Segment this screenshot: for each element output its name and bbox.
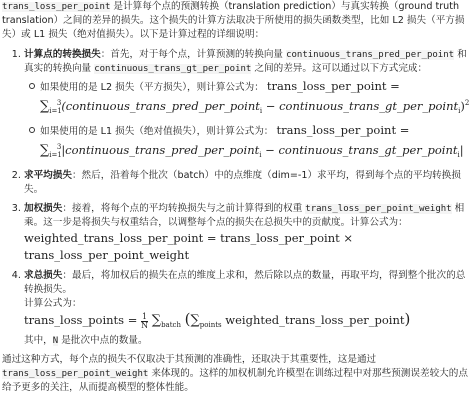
fraction: $\frac{1}{N}$ (141, 311, 149, 330)
step-3 (24, 202, 470, 264)
formula-note: 其中，N 是批次中点的数量。 (24, 335, 148, 346)
steps-list (2, 48, 470, 348)
step-title: 计算点的转换损失 (24, 49, 101, 60)
loss-options-list (24, 78, 470, 164)
total-loss-formula: trans_loss_points = $\frac{1}{N}$ $\sum_{batch}$ ($\sum_{points}$ weighted_trans_loss_per_point) (24, 310, 411, 330)
step-title: 求平均损失 (24, 170, 72, 181)
step-text: 计算公式为： (24, 298, 82, 309)
step-text: 相乘。这一步是将损失与权重结合，以调整每个点的损失在总损失中的贡献度。计算公式为： (24, 203, 465, 228)
step-4 (24, 269, 470, 348)
inline-code: continuous_trans_pred_per_point (286, 50, 455, 60)
l1-loss-item (40, 122, 470, 164)
step-text: 和真实的转换向量 (24, 49, 467, 74)
step-text: ：然后，沿着每个批次（batch）中的点维度（dim=-1）求平均，得到每个点的平均转换损失。 (24, 170, 461, 195)
step-text: ：最后，将加权后的损失在点的维度上求和，然后除以点的数量，再取平均，得到整个批次的总转换损失。 (24, 270, 466, 295)
l2-loss-item (40, 78, 470, 120)
l2-formula: $\sum_{i=1}^3(continuous\_trans\_pred\_per\_point_i$ − continuous_trans_gt_per_point$_i$)$^2$ (40, 99, 470, 115)
l1-formula-lhs: trans_loss_per_point = (276, 123, 410, 137)
weighted-formula-line1: weighted_trans_loss_per_point = trans_loss_per_point × (24, 231, 354, 245)
step-title: 求总损失 (24, 270, 63, 281)
inline-code: trans_loss_per_point_weight (2, 369, 149, 379)
step-2 (24, 169, 470, 197)
inline-code: continuous_trans_gt_per_point (94, 64, 252, 74)
inline-code: trans_loss_per_point_weight (305, 204, 452, 214)
step-text: 之间的差异。这可以通过以下方式完成： (251, 63, 428, 74)
step-title: 加权损失 (24, 203, 63, 214)
l2-formula-lhs: trans_loss_per_point = (266, 79, 400, 93)
step-text: ：接着，将每个点的平均转换损失与之前计算得到的权重 (62, 203, 306, 214)
bullet-text: 如果使用的是 L1 损失（绝对值损失），则计算公式为： (40, 126, 274, 137)
step-text: ：首先，对于每个点，计算预测的转换向量 (100, 49, 287, 60)
intro-text: 是计算每个点的预测转换（translation prediction）与真实转换（ground truth translation）之间的差异的损失。这个损失的计算方法取决于所使用的损失函数类型，比如 L2 损失（平方损失）或 L1 损失（绝对值损失）。以下是计算过程的详细说明： (2, 1, 465, 40)
intro-paragraph (2, 0, 470, 42)
step-1 (24, 48, 470, 164)
weighted-formula-line2: trans_loss_per_point_weight (24, 248, 190, 262)
l1-formula: $\sum_{i=1}^3|continuous\_trans\_pred\_per\_point_i$ − continuous_trans_gt_per_point$_i$| (40, 143, 464, 159)
bullet-text: 如果使用的是 L2 损失（平方损失），则计算公式为： (40, 82, 264, 93)
inline-code: trans_loss_per_point (2, 2, 111, 12)
conclusion-paragraph: 通过这种方式，每个点的损失不仅取决于其预测的准确性，还取决于其重要性，这是通过trans_loss_per_point_weight 来体现的。这样的加权机制允许模型在训练过程中对那些预测误差较大的点给予更多的关注，从而提高模型的整体性能。 (2, 354, 468, 393)
